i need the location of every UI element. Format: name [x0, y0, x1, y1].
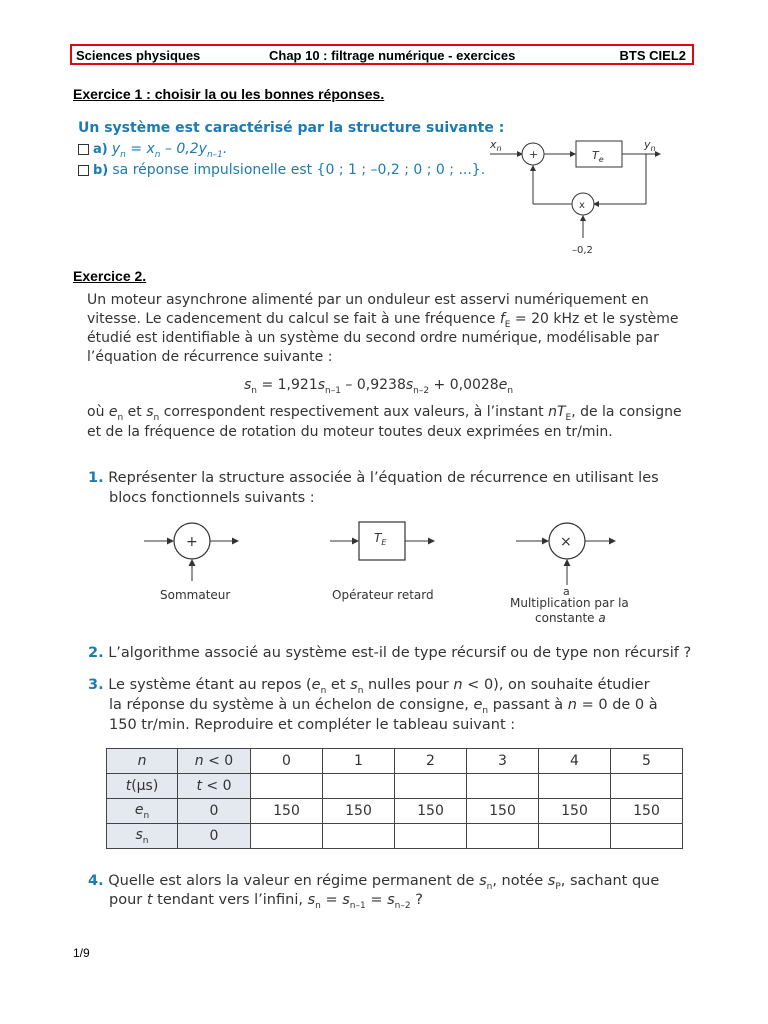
table-cell: 150: [467, 799, 539, 824]
header-subject: Sciences physiques: [76, 48, 201, 63]
svg-text:–0,2: –0,2: [572, 245, 593, 256]
table-row: [107, 799, 683, 824]
multiplier-block: [510, 523, 629, 625]
summator-block: [144, 523, 238, 602]
multiplier-label-2: constante a: [535, 611, 606, 625]
table-row: [107, 774, 683, 799]
table-row: [107, 749, 683, 774]
exercise-1-title: Exercice 1 : choisir la ou les bonnes réponses.: [73, 86, 385, 102]
multiplier-input-label: a: [563, 585, 570, 598]
svg-text:+: +: [529, 148, 539, 161]
table-row: [107, 824, 683, 849]
table-cell: $s_n$: [107, 824, 178, 849]
table-cell[interactable]: [323, 824, 395, 849]
table-cell[interactable]: [251, 824, 323, 849]
table-cell: 150: [251, 799, 323, 824]
table-cell: 150: [539, 799, 611, 824]
page-number: 1/9: [73, 946, 90, 960]
ex1-option-a: a) $y_n = x_n - 0,2y_{n-1}$.: [78, 141, 227, 160]
table-cell: 150: [395, 799, 467, 824]
delay-label: Opérateur retard: [332, 588, 434, 602]
svg-text:x: x: [579, 200, 585, 211]
table-cell[interactable]: [467, 774, 539, 799]
table-cell: 3: [467, 749, 539, 774]
table-cell[interactable]: [251, 774, 323, 799]
header-class: BTS CIEL2: [619, 48, 686, 63]
question-1-line-2: blocs fonctionnels suivants :: [109, 490, 315, 506]
table-cell: 0: [178, 824, 251, 849]
svg-text:Te: $T_e$: [592, 149, 604, 164]
functional-blocks-diagram: [140, 515, 660, 630]
table-cell: n < 0: [178, 749, 251, 774]
table-cell: 150: [323, 799, 395, 824]
recurrence-equation: $s_n = 1,921s_{n-1} - 0,9238s_{n-2} + 0,0028e_n$: [244, 377, 514, 396]
table-cell[interactable]: [611, 824, 683, 849]
ex2-paragraph-line-1: Un moteur asynchrone alimenté par un onduleur est asservi numériquement en: [87, 292, 649, 308]
question-3-line-2: la réponse du système à un échelon de consigne, $e_n$ passant à n = 0 de 0 à: [109, 697, 658, 716]
page-header: [70, 44, 694, 65]
table-cell[interactable]: [539, 774, 611, 799]
question-4-line-2: pour t tendant vers l’infini, $s_n = s_{n-1} = s_{n-2}$ ?: [109, 892, 423, 911]
table-cell: 0: [251, 749, 323, 774]
checkbox-b[interactable]: [78, 165, 89, 176]
table-cell: 2: [395, 749, 467, 774]
question-3-line-3: 150 tr/min. Reproduire et compléter le tableau suivant :: [109, 717, 516, 733]
ex1-block-diagram: [488, 130, 668, 260]
ex2-paragraph-line-4: l’équation de récurrence suivante :: [87, 349, 333, 365]
ex2-paragraph-line-3: étudié est identifiable à un système du second ordre numérique, modélisable par: [87, 330, 659, 346]
checkbox-a[interactable]: [78, 144, 89, 155]
response-table: [106, 748, 683, 849]
table-cell: 5: [611, 749, 683, 774]
ex1-intro: Un système est caractérisé par la structure suivante :: [78, 120, 505, 136]
question-1-line-1: 1. Représenter la structure associée à l’équation de récurrence en utilisant les: [88, 470, 659, 486]
header-chapter: Chap 10 : filtrage numérique - exercices: [269, 48, 516, 63]
svg-text:yn: $y_n$: [644, 138, 656, 153]
summator-label: Sommateur: [160, 588, 231, 602]
table-cell: t(µs): [107, 774, 178, 799]
multiplier-label-1: Multiplication par la: [510, 596, 629, 610]
summator-symbol: +: [186, 534, 198, 550]
svg-text:TE: $T_E$: [374, 531, 387, 547]
exercise-2-title: Exercice 2.: [73, 268, 147, 284]
ex2-paragraph-line-6: et de la fréquence de rotation du moteur toutes deux exprimées en tr/min.: [87, 424, 613, 440]
delay-block: [330, 522, 434, 602]
table-cell: $e_n$: [107, 799, 178, 824]
table-cell[interactable]: [395, 824, 467, 849]
table-cell: 1: [323, 749, 395, 774]
question-3-line-1: 3. Le système étant au repos ($e_n$ et $s_n$ nulles pour n < 0), on souhaite étudier: [88, 677, 650, 696]
ex1-option-b: b) sa réponse impulsionelle est {0 ; 1 ; –0,2 ; 0 ; 0 ; ...}.: [78, 162, 485, 178]
table-cell[interactable]: [467, 824, 539, 849]
table-cell[interactable]: [539, 824, 611, 849]
table-cell: n: [107, 749, 178, 774]
table-cell: 0: [178, 799, 251, 824]
table-cell[interactable]: [323, 774, 395, 799]
table-cell: t < 0: [178, 774, 251, 799]
question-4-line-1: 4. Quelle est alors la valeur en régime permanent de $s_n$, notée $s_P$, sachant que: [88, 873, 660, 892]
ex2-paragraph-line-5: où $e_n$ et $s_n$ correspondent respectivement aux valeurs, à l’instant $nT_E$, de la consigne: [87, 404, 682, 423]
multiplier-symbol: ×: [560, 534, 572, 550]
table-cell: 150: [611, 799, 683, 824]
table-cell[interactable]: [395, 774, 467, 799]
ex2-paragraph-line-2: vitesse. Le cadencement du calcul se fait à une fréquence $f_E = 20$ kHz et le système: [87, 311, 679, 330]
table-cell: 4: [539, 749, 611, 774]
svg-text:xn: $x_n$: [490, 138, 502, 153]
table-cell[interactable]: [611, 774, 683, 799]
question-2: 2. L’algorithme associé au système est-il de type récursif ou de type non récursif ?: [88, 645, 692, 661]
